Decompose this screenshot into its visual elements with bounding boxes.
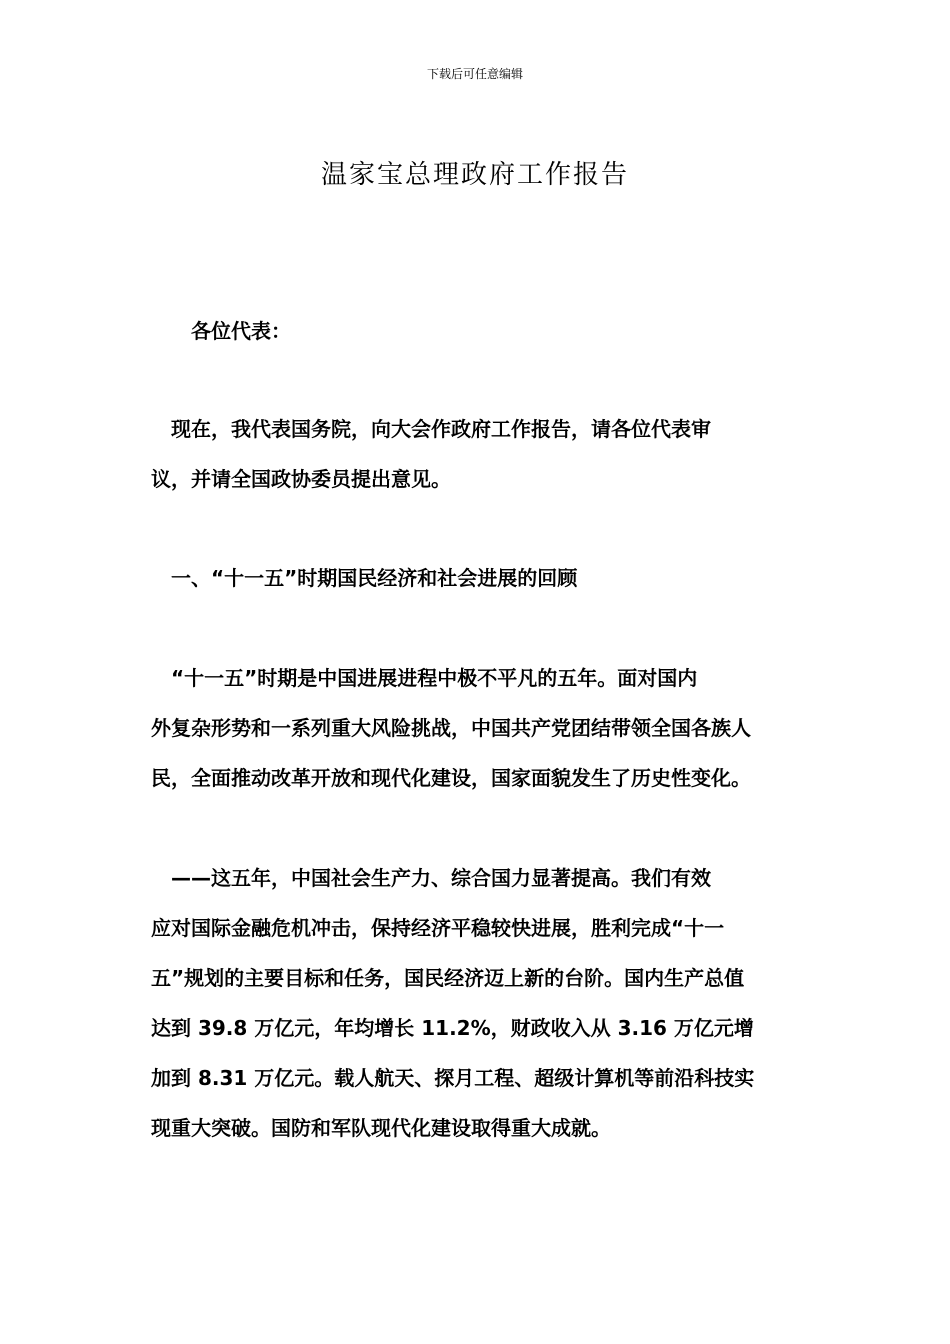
paragraph-intro (151, 404, 811, 504)
paragraph-line: 五”规划的主要目标和任务，国民经济迈上新的台阶。国内生产总值 (151, 966, 745, 990)
document-title: 温家宝总理政府工作报告 (320, 160, 629, 190)
paragraph-line: 现重大突破。国防和军队现代化建设取得重大成就。 (151, 1116, 611, 1140)
paragraph-line: 外复杂形势和一系列重大风险挑战，中国共产党团结带领全国各族人 (151, 716, 751, 740)
paragraph-line: 加到 8.31 万亿元。载人航天、探月工程、超级计算机等前沿科技实 (151, 1066, 755, 1090)
section-heading: 一、“十一五”时期国民经济和社会进展的回顾 (151, 566, 578, 590)
paragraph-achievements (151, 853, 811, 1153)
salutation: 各位代表： (191, 319, 291, 343)
paragraph-line: “十一五”时期是中国进展进程中极不平凡的五年。面对国内 (151, 666, 698, 690)
header-note: 下载后可任意编辑 (426, 67, 523, 81)
paragraph-line: 民，全面推动改革开放和现代化建设，国家面貌发生了历史性变化。 (151, 766, 751, 790)
paragraph-line: 达到 39.8 万亿元，年均增长 11.2%，财政收入从 3.16 万亿元增 (151, 1016, 754, 1040)
paragraph-line: 现在，我代表国务院，向大会作政府工作报告，请各位代表审 (151, 417, 711, 441)
paragraph-line: ——这五年，中国社会生产力、综合国力显著提高。我们有效 (151, 866, 711, 890)
paragraph-overview (151, 653, 811, 803)
paragraph-line: 应对国际金融危机冲击，保持经济平稳较快进展，胜利完成“十一 (151, 916, 725, 940)
paragraph-line: 议，并请全国政协委员提出意见。 (151, 467, 451, 491)
